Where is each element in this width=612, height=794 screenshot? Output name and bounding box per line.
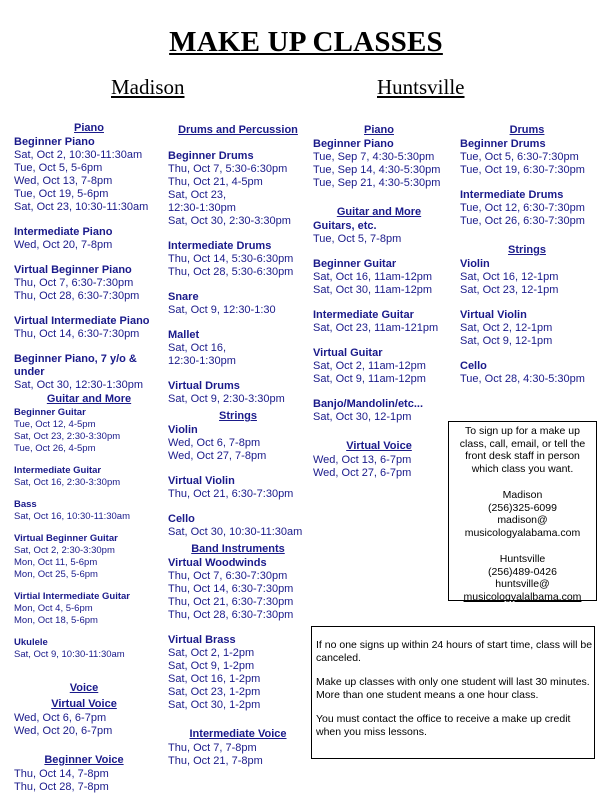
class-time: 12:30-1:30pm xyxy=(168,355,236,367)
page-title: MAKE UP CLASSES xyxy=(169,26,443,58)
class-time: Thu, Oct 7, 6:30-7:30pm xyxy=(14,277,134,289)
class-time: Tue, Oct 26, 6:30-7:30pm xyxy=(460,215,585,227)
class-name: Beginner Drums xyxy=(460,138,546,150)
class-time: Sat, Oct 16, 1-2pm xyxy=(168,673,261,685)
class-time: Sat, Oct 2, 10:30-11:30am xyxy=(14,149,143,161)
class-time: Sat, Oct 2, 11am-12pm xyxy=(313,360,426,372)
class-time: Sat, Oct 30, 12:30-1:30pm xyxy=(14,379,144,391)
class-time: Thu, Oct 28, 5:30-6:30pm xyxy=(168,266,294,278)
class-name: Intermediate Guitar xyxy=(14,465,102,476)
madison-heading: Madison xyxy=(111,75,185,99)
spacer xyxy=(14,455,164,465)
class-time: Sat, Oct 16, 12-1pm xyxy=(460,271,559,283)
class-time: Mon, Oct 4, 5-6pm xyxy=(14,603,93,614)
class-time: Tue, Oct 5, 7-8pm xyxy=(313,233,402,245)
spacer xyxy=(14,523,164,533)
class-name: Banjo/Mandolin/etc... xyxy=(313,398,424,410)
class-time: Thu, Oct 14, 6:30-7:30pm xyxy=(168,583,294,595)
class-time: Tue, Oct 12, 6:30-7:30pm xyxy=(460,202,585,214)
section-heading: Drums and Percussion xyxy=(178,124,298,136)
class-time: Thu, Oct 21, 6:30-7:30pm xyxy=(168,596,294,608)
class-name: Beginner Drums xyxy=(168,150,254,162)
class-time: Mon, Oct 25, 5-6pm xyxy=(14,569,98,580)
class-time: Sat, Oct 23, 12-1pm xyxy=(460,284,559,296)
huntsville-email-user[interactable]: huntsville@ xyxy=(495,578,550,590)
class-time: Tue, Oct 19, 6:30-7:30pm xyxy=(460,164,585,176)
policy-box xyxy=(311,626,595,759)
class-time: Thu, Oct 14, 6:30-7:30pm xyxy=(14,328,140,340)
class-name: Virtual Violin xyxy=(460,309,527,321)
spacer xyxy=(14,627,164,637)
class-time: Sat, Oct 30, 2:30-3:30pm xyxy=(168,215,291,227)
class-name: Virtual Violin xyxy=(168,475,235,487)
class-time: Thu, Oct 14, 5:30-6:30pm xyxy=(168,253,294,265)
madison-contact-name: Madison xyxy=(502,489,543,501)
class-name: Virtual Woodwinds xyxy=(168,557,267,569)
class-time: Thu, Oct 7, 7-8pm xyxy=(168,742,257,754)
class-time: Wed, Oct 20, 6-7pm xyxy=(14,725,113,737)
class-name: Ukulele xyxy=(14,637,48,648)
class-time: Tue, Oct 19, 5-6pm xyxy=(14,188,109,200)
class-name: Intermediate Drums xyxy=(168,240,272,252)
madison-email-user[interactable]: madison@ xyxy=(497,514,548,526)
class-time: Thu, Oct 21, 4-5pm xyxy=(168,176,263,188)
signup-intro-1: To sign up for a make up xyxy=(465,425,580,437)
class-name: under xyxy=(14,366,45,378)
section-heading: Piano xyxy=(364,124,394,136)
class-time: Thu, Oct 28, 6:30-7:30pm xyxy=(168,609,294,621)
spacer xyxy=(168,138,308,150)
class-time: Sat, Oct 23, 2:30-3:30pm xyxy=(14,431,121,442)
section-heading: Guitar and More xyxy=(46,393,132,405)
class-name: Beginner Piano xyxy=(313,138,394,150)
class-name: Violin xyxy=(460,258,490,270)
signup-intro-3: front desk staff in person xyxy=(465,450,580,462)
policy-duration: Make up classes with only one student will last 30 minutes. More than one student means a one hour class. xyxy=(316,676,590,701)
class-time: Tue, Sep 7, 4:30-5:30pm xyxy=(313,151,435,163)
class-name: Intermediate Guitar xyxy=(313,309,414,321)
class-name: Beginner Piano, 7 y/o & xyxy=(14,353,137,365)
section-heading: Virtual Voice xyxy=(346,440,412,452)
class-time: Thu, Oct 28, 6:30-7:30pm xyxy=(14,290,140,302)
huntsville-column-2 xyxy=(460,120,594,386)
spacer xyxy=(313,424,445,436)
madison-column-1-voice xyxy=(14,678,154,794)
class-time: Thu, Oct 14, 7-8pm xyxy=(14,768,109,780)
madison-column-1-guitar xyxy=(14,389,164,661)
section-heading: Beginner Voice xyxy=(44,754,124,766)
class-time: Sat, Oct 2, 12-1pm xyxy=(460,322,553,334)
policy-credit: You must contact the office to receive a make up credit when you miss lessons. xyxy=(316,713,571,738)
class-time: Sat, Oct 30, 1-2pm xyxy=(168,699,261,711)
spacer xyxy=(313,297,445,309)
class-time: Thu, Oct 21, 6:30-7:30pm xyxy=(168,488,294,500)
huntsville-contact-name: Huntsville xyxy=(499,553,546,565)
huntsville-heading: Huntsville xyxy=(377,75,465,99)
spacer xyxy=(14,303,164,315)
class-time: Tue, Oct 12, 4-5pm xyxy=(14,419,96,430)
class-name: Cello xyxy=(168,513,195,525)
madison-phone: (256)325-6099 xyxy=(488,501,557,514)
class-time: Thu, Oct 7, 5:30-6:30pm xyxy=(168,163,288,175)
huntsville-column-1 xyxy=(313,120,445,480)
class-time: Thu, Oct 7, 6:30-7:30pm xyxy=(168,570,288,582)
spacer xyxy=(14,489,164,499)
class-name: Virtual Beginner Piano xyxy=(14,264,132,276)
madison-email-domain[interactable]: musicologyalabama.com xyxy=(464,526,581,539)
section-heading: Virtual Voice xyxy=(51,698,117,710)
spacer xyxy=(168,317,308,329)
class-time: Tue, Sep 14, 4:30-5:30pm xyxy=(313,164,441,176)
class-name: Virtual Drums xyxy=(168,380,240,392)
spacer xyxy=(313,190,445,202)
class-time: Wed, Oct 27, 7-8pm xyxy=(168,450,267,462)
spacer xyxy=(168,622,308,634)
class-name: Intermediate Piano xyxy=(14,226,113,238)
class-time: Thu, Oct 21, 7-8pm xyxy=(168,755,263,767)
signup-intro-2: class, call, email, or tell the xyxy=(459,437,586,450)
class-time: Wed, Oct 27, 6-7pm xyxy=(313,467,412,479)
class-time: Tue, Oct 28, 4:30-5:30pm xyxy=(460,373,585,385)
class-name: Guitars, etc. xyxy=(313,220,377,232)
madison-column-2 xyxy=(168,120,308,768)
section-heading: Voice xyxy=(69,682,99,694)
class-time: Sat, Oct 9, 11am-12pm xyxy=(313,373,426,385)
class-name: Intermediate Drums xyxy=(460,189,564,201)
spacer xyxy=(168,279,308,291)
signup-info-box xyxy=(448,421,597,601)
class-time: Sat, Oct 16, 2:30-3:30pm xyxy=(14,477,121,488)
class-time: Sat, Oct 9, 1-2pm xyxy=(168,660,255,672)
spacer xyxy=(313,335,445,347)
class-name: Virtual Guitar xyxy=(313,347,383,359)
class-time: Wed, Oct 13, 6-7pm xyxy=(313,454,412,466)
section-heading: Strings xyxy=(219,410,257,422)
class-time: Sat, Oct 30, 10:30-11:30am xyxy=(168,526,303,538)
huntsville-phone: (256)489-0426 xyxy=(488,565,557,578)
class-time: Tue, Oct 5, 6:30-7:30pm xyxy=(460,151,579,163)
spacer xyxy=(168,228,308,240)
spacer xyxy=(168,501,308,513)
class-time: Sat, Oct 23, 10:30-11:30am xyxy=(14,201,149,213)
spacer xyxy=(168,463,308,475)
spacer xyxy=(168,368,308,380)
class-time: Wed, Oct 20, 7-8pm xyxy=(14,239,113,251)
spacer xyxy=(14,738,154,750)
class-name: Virtual Brass xyxy=(168,634,236,646)
section-heading: Strings xyxy=(508,244,546,256)
class-name: Bass xyxy=(14,499,37,510)
class-time: 12:30-1:30pm xyxy=(168,202,236,214)
spacer xyxy=(168,712,308,724)
section-heading: Band Instruments xyxy=(191,543,285,555)
class-name: Beginner Guitar xyxy=(14,407,86,418)
class-time: Thu, Oct 28, 7-8pm xyxy=(14,781,109,793)
class-name: Virtial Intermediate Guitar xyxy=(14,591,130,602)
class-name: Violin xyxy=(168,424,198,436)
class-time: Tue, Oct 5, 5-6pm xyxy=(14,162,103,174)
class-time: Tue, Sep 21, 4:30-5:30pm xyxy=(313,177,441,189)
spacer xyxy=(460,177,594,189)
class-time: Mon, Oct 11, 5-6pm xyxy=(14,557,98,568)
class-name: Beginner Guitar xyxy=(313,258,397,270)
class-name: Virtual Beginner Guitar xyxy=(14,533,118,544)
class-time: Sat, Oct 16, 10:30-11:30am xyxy=(14,511,131,522)
class-time: Wed, Oct 6, 6-7pm xyxy=(14,712,107,724)
spacer xyxy=(313,246,445,258)
madison-column-1 xyxy=(14,118,164,392)
signup-intro-4: which class you want. xyxy=(471,462,574,475)
section-heading: Guitar and More xyxy=(336,206,422,218)
spacer xyxy=(14,341,164,353)
section-heading: Intermediate Voice xyxy=(189,728,287,740)
class-name: Virtual Intermediate Piano xyxy=(14,315,150,327)
class-name: Mallet xyxy=(168,329,200,341)
class-time: Sat, Oct 23, 1-2pm xyxy=(168,686,261,698)
spacer xyxy=(14,581,164,591)
class-time: Sat, Oct 23, xyxy=(168,189,227,201)
policy-cancel: If no one signs up within 24 hours of start time, class will be canceled. xyxy=(316,639,593,664)
class-time: Sat, Oct 9, 12-1pm xyxy=(460,335,553,347)
class-time: Sat, Oct 23, 11am-121pm xyxy=(313,322,439,334)
class-time: Sat, Oct 9, 10:30-11:30am xyxy=(14,649,125,660)
class-name: Cello xyxy=(460,360,487,372)
section-heading: Drums xyxy=(509,124,545,136)
class-time: Sat, Oct 2, 1-2pm xyxy=(168,647,255,659)
class-time: Sat, Oct 16, xyxy=(168,342,227,354)
spacer xyxy=(460,297,594,309)
class-time: Wed, Oct 13, 7-8pm xyxy=(14,175,113,187)
spacer xyxy=(14,214,164,226)
class-name: Snare xyxy=(168,291,199,303)
class-time: Sat, Oct 30, 11am-12pm xyxy=(313,284,433,296)
class-time: Sat, Oct 16, 11am-12pm xyxy=(313,271,433,283)
class-name: Beginner Piano xyxy=(14,136,95,148)
class-time: Mon, Oct 18, 5-6pm xyxy=(14,615,98,626)
spacer xyxy=(313,386,445,398)
section-heading: Piano xyxy=(74,122,104,134)
class-time: Sat, Oct 9, 2:30-3:30pm xyxy=(168,393,285,405)
spacer xyxy=(14,252,164,264)
class-time: Sat, Oct 2, 2:30-3:30pm xyxy=(14,545,115,556)
class-time: Sat, Oct 30, 12-1pm xyxy=(313,411,412,423)
class-time: Tue, Oct 26, 4-5pm xyxy=(14,443,96,454)
spacer xyxy=(460,348,594,360)
class-time: Sat, Oct 9, 12:30-1:30 xyxy=(168,304,276,316)
spacer xyxy=(460,228,594,240)
class-time: Wed, Oct 6, 7-8pm xyxy=(168,437,261,449)
huntsville-email-domain-link[interactable]: musicologyalalbama.com xyxy=(463,590,582,603)
